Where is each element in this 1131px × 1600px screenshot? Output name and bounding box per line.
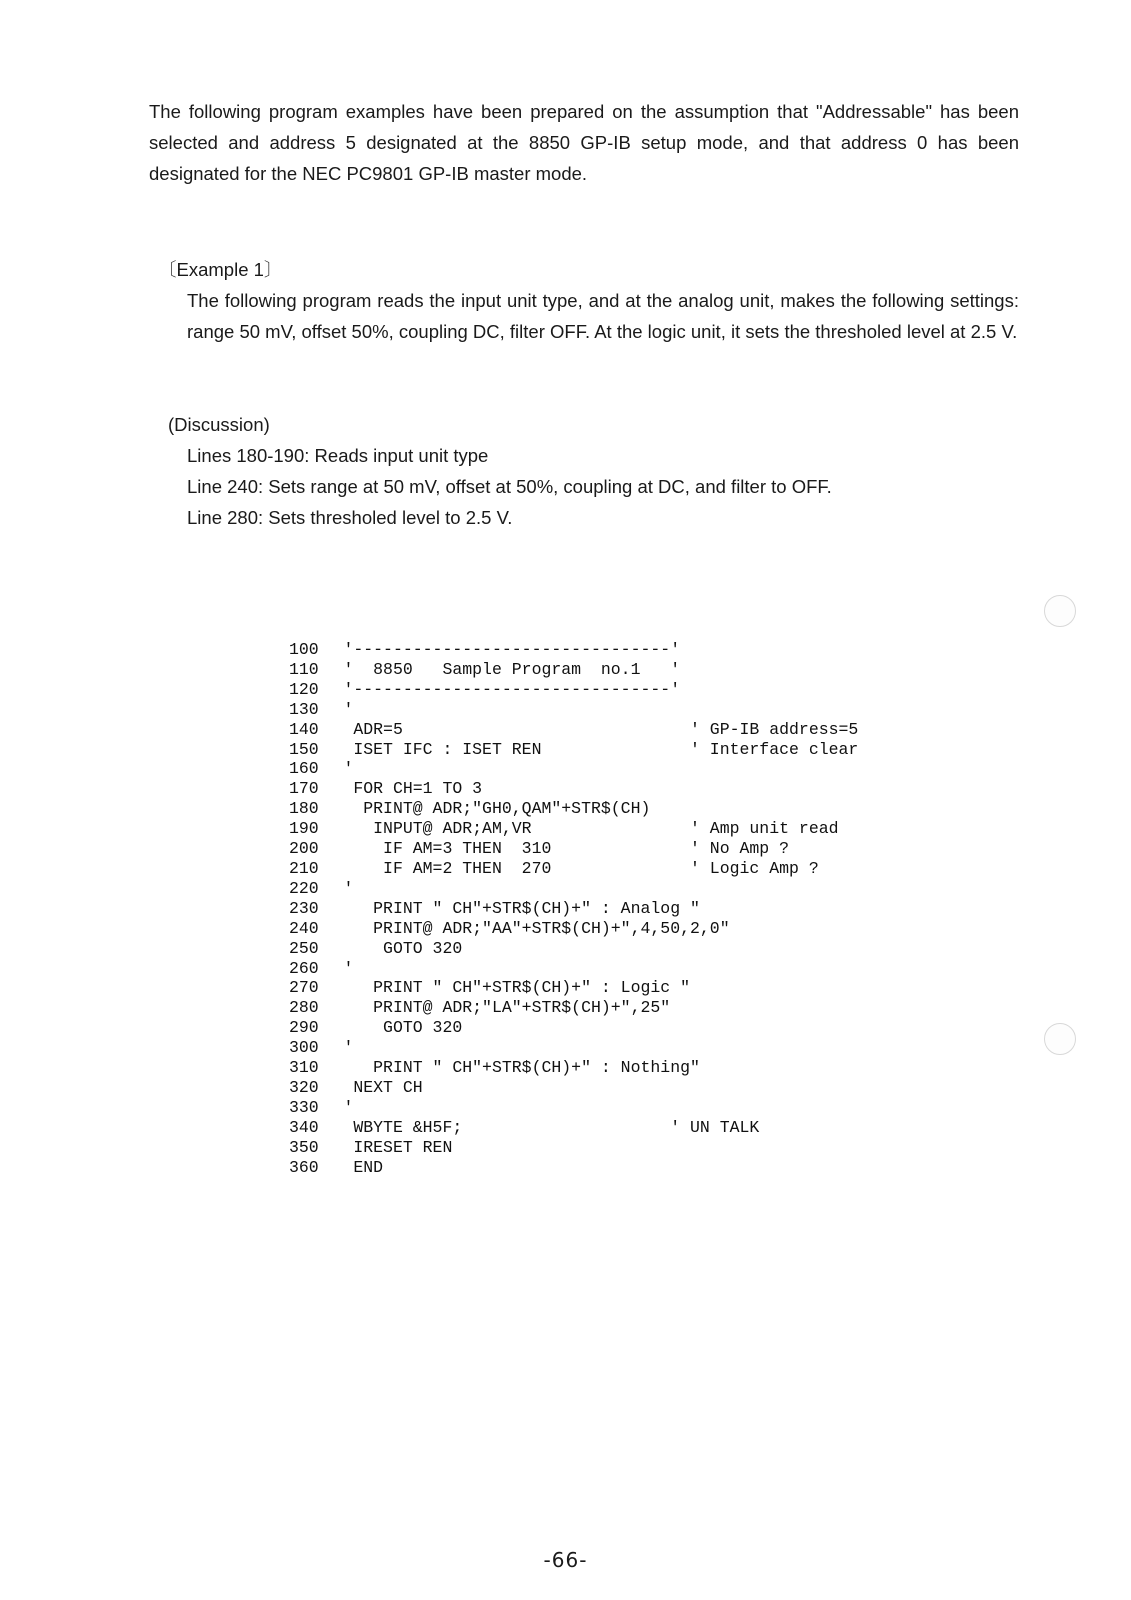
line-number: 310 (289, 1058, 319, 1078)
code-text: IF AM=2 THEN 270 ' Logic Amp ? (343, 858, 819, 878)
discussion-list (187, 440, 832, 533)
code-text: PRINT@ ADR;"GH0,QAM"+STR$(CH) (343, 799, 651, 819)
code-line (289, 1018, 858, 1038)
discussion-heading: (Discussion) (168, 414, 270, 435)
code-text: ' (343, 759, 354, 779)
line-number: 210 (289, 858, 319, 878)
line-number: 150 (289, 739, 319, 759)
code-line (289, 879, 858, 899)
code-line (289, 759, 858, 779)
code-line (289, 660, 858, 680)
line-number: 270 (289, 978, 319, 998)
code-text: NEXT CH (343, 1077, 423, 1097)
program-listing (289, 640, 858, 1177)
code-text: ' (343, 699, 354, 719)
line-number: 100 (289, 640, 319, 659)
code-text: PRINT@ ADR;"LA"+STR$(CH)+",25" (343, 998, 671, 1018)
code-text: IRESET REN (343, 1137, 453, 1157)
line-number: 170 (289, 779, 319, 799)
code-text: INPUT@ ADR;AM,VR ' Amp unit read (343, 819, 839, 839)
line-number: 350 (289, 1137, 319, 1157)
line-number: 110 (289, 659, 319, 679)
example-heading: 〔Example 1〕 (158, 259, 283, 280)
code-line (289, 1078, 858, 1098)
line-number: 140 (289, 719, 319, 739)
line-number: 200 (289, 839, 319, 859)
code-line (289, 720, 858, 740)
line-number: 240 (289, 918, 319, 938)
line-number: 290 (289, 1018, 319, 1038)
page-number: -66- (543, 1548, 588, 1572)
code-line (289, 959, 858, 979)
code-text: ' (343, 1038, 354, 1058)
code-text: ' (343, 958, 354, 978)
code-text: IF AM=3 THEN 310 ' No Amp ? (343, 839, 790, 859)
code-text: GOTO 320 (343, 1018, 463, 1038)
code-line (289, 939, 858, 959)
code-line (289, 700, 858, 720)
code-text: '--------------------------------' (343, 679, 681, 699)
line-number: 180 (289, 799, 319, 819)
line-number: 250 (289, 938, 319, 958)
code-text: ' 8850 Sample Program no.1 ' (343, 659, 681, 679)
code-line (289, 919, 858, 939)
line-number: 300 (289, 1038, 319, 1058)
line-number: 340 (289, 1117, 319, 1137)
code-line (289, 640, 858, 660)
punch-hole-mark (1044, 1023, 1076, 1055)
discussion-item: Line 280: Sets thresholed level to 2.5 V. (187, 507, 513, 528)
line-number: 120 (289, 679, 319, 699)
code-text: PRINT " CH"+STR$(CH)+" : Nothing" (343, 1058, 700, 1078)
code-line (289, 1138, 858, 1158)
code-text: PRINT " CH"+STR$(CH)+" : Logic " (343, 978, 690, 998)
line-number: 230 (289, 898, 319, 918)
code-line (289, 1038, 858, 1058)
line-number: 160 (289, 759, 319, 779)
line-number: 130 (289, 699, 319, 719)
discussion-item: Lines 180-190: Reads input unit type (187, 445, 489, 466)
code-text: END (343, 1157, 384, 1177)
line-number: 330 (289, 1097, 319, 1117)
code-text: PRINT@ ADR;"AA"+STR$(CH)+",4,50,2,0" (343, 918, 730, 938)
code-line (289, 680, 858, 700)
code-line (289, 819, 858, 839)
punch-hole-mark (1044, 595, 1076, 627)
code-line (289, 859, 858, 879)
code-line (289, 978, 858, 998)
line-number: 220 (289, 878, 319, 898)
code-line (289, 839, 858, 859)
code-line (289, 1098, 858, 1118)
line-number: 320 (289, 1077, 319, 1097)
line-number: 360 (289, 1157, 319, 1177)
code-text: FOR CH=1 TO 3 (343, 779, 483, 799)
code-text: WBYTE &H5F; ' UN TALK (343, 1117, 760, 1137)
intro-paragraph: The following program examples have been prepared on the assumption that "Addressable" has been selected and address 5 designated at the 8850 GP-IB setup mode, and that address 0 has been designated for the NEC PC9801 GP-IB master mode. (149, 101, 1019, 184)
code-line (289, 1118, 858, 1138)
code-line (289, 899, 858, 919)
code-text: ' (343, 878, 354, 898)
discussion-item: Line 240: Sets range at 50 mV, offset at 50%, coupling at DC, and filter to OFF. (187, 476, 832, 497)
code-text: ' (343, 1097, 354, 1117)
code-line (289, 779, 858, 799)
code-text: '--------------------------------' (343, 640, 681, 659)
code-text: ISET IFC : ISET REN ' Interface clear (343, 739, 859, 759)
code-line (289, 799, 858, 819)
line-number: 190 (289, 819, 319, 839)
code-text: PRINT " CH"+STR$(CH)+" : Analog " (343, 898, 700, 918)
code-line (289, 998, 858, 1018)
line-number: 260 (289, 958, 319, 978)
code-text: GOTO 320 (343, 938, 463, 958)
code-line (289, 1158, 858, 1178)
code-line (289, 740, 858, 760)
line-number: 280 (289, 998, 319, 1018)
example-description: The following program reads the input unit type, and at the analog unit, makes the following settings: range 50 mV, offset 50%, coupling DC, filter OFF. At the logic unit, it sets the thresholed level at 2.5 V. (187, 290, 1019, 342)
code-text: ADR=5 ' GP-IB address=5 (343, 719, 859, 739)
code-line (289, 1058, 858, 1078)
